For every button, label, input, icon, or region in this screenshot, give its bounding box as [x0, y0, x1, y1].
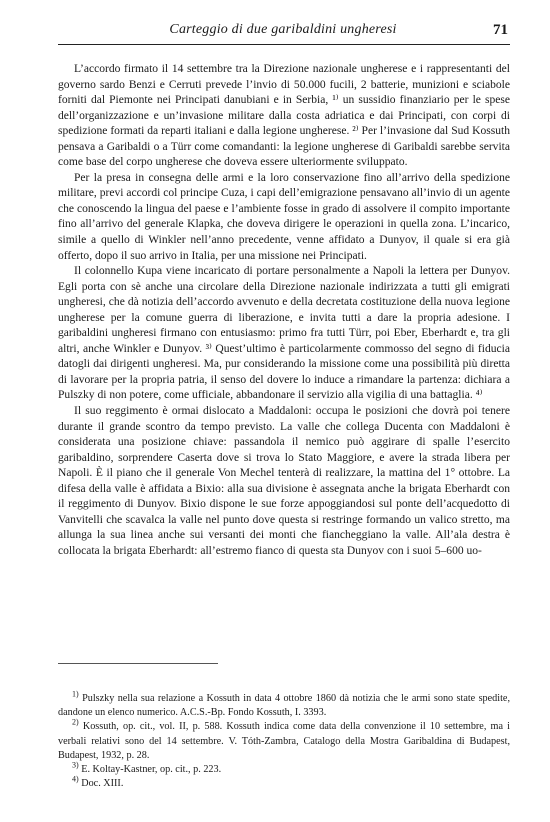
footnote-text: Kossuth, op. cit., vol. II, p. 588. Kossuth indica come data della convenzione il 10 settembre, ma i verbali relativi sono del 14 settembre. V. Tóth-Zambra, Catalogo della Mostra Garibaldina di Budapest, Budapest, 1932, p. 28. [58, 721, 511, 761]
paragraph: Per la presa in consegna delle armi e la loro conservazione fino all’arrivo della spedizione militare, previ accordi col principe Cuza, i capi dell’emigrazione pensavano all’invio di un agente che conoscendo la lingua del paese e l’ambiente fosse in grado di assolvere il compito importante fino all’arrivo del generale Klapka, che doveva dirigere le operazioni in quella zona. L’incarico, simile a quello di Winkler nell’anno precedente, venne affidato a Dunyov, il quale si era già offerto, dopo il suo arrivo in Italia, per una missione nei Principati. [58, 171, 510, 262]
footnote-mark: 3) [72, 760, 79, 770]
footnotes [58, 689, 511, 791]
footnote-rule [58, 663, 218, 664]
footnote-text: E. Koltay-Kastner, op. cit., p. 223. [81, 764, 222, 776]
footnote-text: Doc. XIII. [81, 778, 124, 790]
page-number: 71 [493, 22, 508, 38]
footnote-text: Pulszky nella sua relazione a Kossuth in data 4 ottobre 1860 dà notizia che le armi sono state spedite, dandone un elenco numerico. A.C.S.-Bp. Fondo Kossuth, I. 3393. [58, 693, 510, 719]
footnote-mark: 4) [72, 774, 79, 784]
paragraph: L’accordo firmato il 14 settembre tra la Direzione nazionale ungherese e i rappresentanti del governo sardo Benzi e Cerruti prevede l’invio di 50.000 fucili, 2 batterie, munizioni e sciabole forniti dal Piemonte nei Principati danubiani e in Serbia, ¹⁾ un sussidio finanziario per le spese dell’organizzazione e un’invasione militare dalla costa adriatica e dai Principati, con corpi di spedizione formati da reparti italiani e dalla legione ungherese. ²⁾ Per l’invasione dal Sud Kossuth pensava a Garibaldi o a Türr come comandanti: la legione ungherese di Garibaldi sarebbe servita come base del corpo ungherese che doveva essere ulteriormente sviluppato. [58, 63, 510, 169]
running-header [58, 22, 508, 42]
footnote [58, 760, 510, 777]
main-text [58, 62, 510, 560]
footnote [58, 689, 510, 720]
paragraph: Il suo reggimento è ormai dislocato a Maddaloni: occupa le posizioni che dovrà poi tenere durante il grande scontro da tempo previsto. La valle che collega Ducenta con Maddaloni è considerata una posizione chiave: passandola il nemico può aggirare di spalle l’esercito garibaldino, sorprendere Caserta dove si trova lo Stato Maggiore, e avere la strada libera per Napoli. È il piano che il generale Von Mechel tenterà di realizzare, la mattina del 1° ottobre. La difesa della valle è affidata a Bixio: alla sua divisione è assegnata anche la brigata Eberhardt con il reggimento di Dunyov. Bixio dispone le sue forze appoggiandosi sul ponte dell’acquedotto di Vanvitelli che scavalca la valle nel punto dove questa si restringe formando un valico stretto, ma allunga la sua linea anche sui versanti dei monti che fiancheggiano la valle. All’ala destra è collocata la brigata Eberhardt: all’estremo fianco di questa sta Dunyov con i suoi 5–600 uo- [58, 405, 510, 557]
running-title: Carteggio di due garibaldini ungheresi [169, 22, 397, 37]
paragraph: Il colonnello Kupa viene incaricato di portare personalmente a Napoli la lettera per Dunyov. Egli porta con sè anche una circolare della Direzione nazionale indirizzata a tutti gli emigrati ungheresi, che dà notizia dell’accordo avvenuto e della decretata costituzione della nuova legione ungherese per la comune guerra di liberazione, e invita tutti a dare la propria adesione. I garibaldini ungheresi firmano con entusiasmo: primo fra tutti Türr, poi Eber, Eberhardt e, tra gli altri, anche Winkler e Dunyov. ³⁾ Quest’ultimo è particolarmente commosso del segno di fiducia datogli dai dirigenti ungheresi. Ma, pur considerando la missione come una possibilità più diretta di lavorare per la propria patria, il senso del dovere lo induce a rimandare la partenza: dichiara a Pulszky di non potere, come ufficiale, abbandonare il servizio alla vigilia di una battaglia. ⁴⁾ [58, 265, 510, 402]
footnote-mark: 1) [72, 689, 79, 699]
footnote-mark: 2) [72, 718, 79, 728]
footnote [58, 774, 510, 791]
header-rule [58, 44, 510, 45]
footnote [58, 720, 510, 763]
